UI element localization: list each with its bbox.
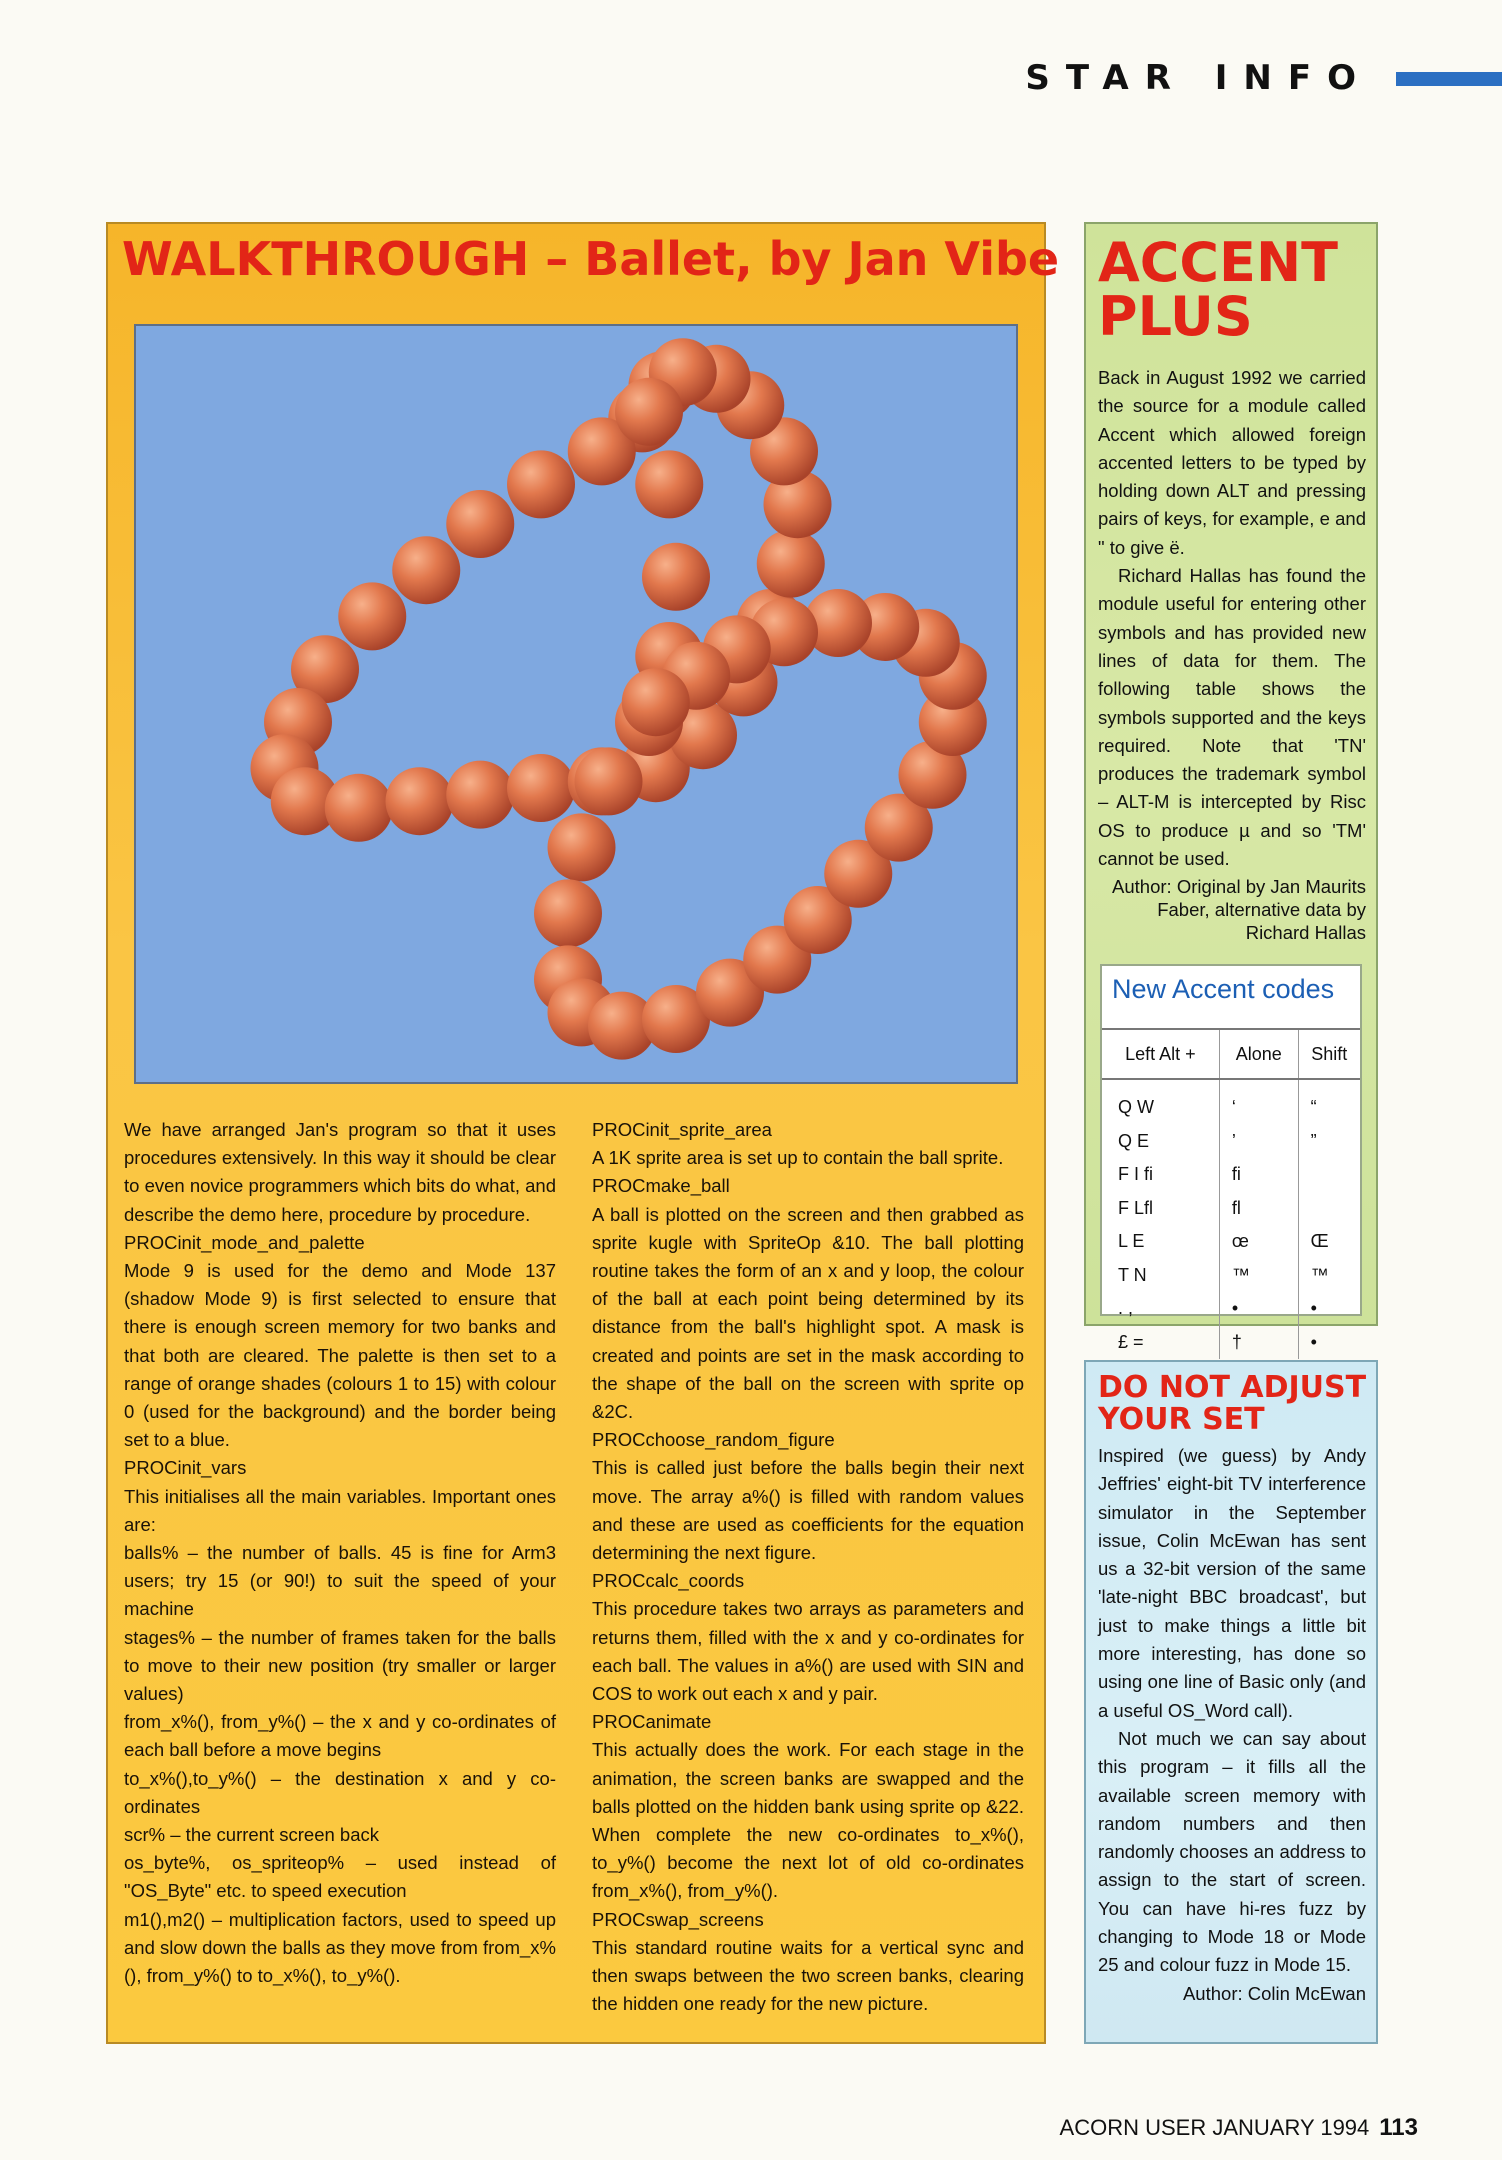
table-cell: . , <box>1118 1298 1134 1319</box>
table-cell: F I fi <box>1118 1164 1153 1185</box>
ball <box>575 747 643 815</box>
ball <box>338 582 406 650</box>
adjust-para-1: Inspired (we guess) by Andy Jeffries' eight-bit TV interference simulator in the September issue, Colin McEwan has sent us a 32-bit version of the same 'late-night BBC broadcast', but just to make things a little bit more interesting, has done so using one line of Basic only (and a useful OS_Word call). <box>1098 1445 1366 1721</box>
ball <box>548 813 616 881</box>
table-row <box>1102 1292 1360 1326</box>
procedure-heading: PROCinit_vars <box>124 1457 247 1479</box>
paragraph: This actually does the work. For each stage in the animation, the screen banks are swapped and the balls plotted on the hidden bank using sprite op &22. When complete the new co-ordinates to_x%(), to_y%() become the next lot of old co-ordinates from_x%(), from_y%(). <box>592 1739 1024 1902</box>
table-row <box>1102 1158 1360 1192</box>
adjust-body <box>1098 1442 1366 2008</box>
ball-ring-illustration <box>134 324 1018 1084</box>
table-cell: £ = <box>1118 1331 1144 1352</box>
table-cell: “ <box>1298 1079 1360 1125</box>
paragraph: This is called just before the balls begin their next move. The array a%() is filled with random values and these are used as coefficients for the equation determining the next figure. <box>592 1457 1024 1564</box>
procedure-heading: PROCinit_mode_and_palette <box>124 1231 365 1253</box>
table-cell: ” <box>1298 1125 1360 1159</box>
ball <box>386 767 454 835</box>
table-cell <box>1298 1192 1360 1226</box>
accent-title <box>1098 231 1338 348</box>
adjust-title-line1: DO NOT ADJUST <box>1098 1370 1367 1405</box>
procedure-heading: PROCinit_sprite_area <box>592 1119 772 1140</box>
table-row <box>1102 1192 1360 1226</box>
ball <box>622 668 690 736</box>
codes-grid <box>1102 1028 1360 1359</box>
paragraph: from_x%(), from_y%() – the x and y co-ordinates of each ball before a move begins <box>124 1711 556 1761</box>
paragraph: Mode 9 is used for the demo and Mode 137 (shadow Mode 9) is first selected to ensure that there is enough screen memory for two banks and that both are cleared. The palette is then set to a range of orange shades (colours 1 to 15) with colour 0 (used for the background) and the border being set to a blue. <box>124 1260 556 1451</box>
ball <box>635 450 703 518</box>
walkthrough-title: WALKTHROUGH – Ballet, by Jan Vibe <box>122 232 1060 286</box>
table-cell: F Lfl <box>1118 1197 1154 1218</box>
table-cell: T N <box>1118 1264 1147 1285</box>
table-cell: L E <box>1118 1231 1145 1252</box>
paragraph: A 1K sprite area is set up to contain the ball sprite. <box>592 1147 1004 1169</box>
col-header-alone: Alone <box>1219 1029 1298 1079</box>
paragraph: We have arranged Jan's program so that it uses procedures extensively. In this way it should be clear to even novice programmers which bits do what, and describe the demo here, procedure by procedure. <box>124 1119 556 1225</box>
accent-title-line2: PLUS <box>1098 285 1253 348</box>
paragraph: This procedure takes two arrays as parameters and returns them, filled with the x and y co-ordinates for each ball. The values in a%() are used with SIN and COS to work out each x and y pair. <box>592 1598 1024 1705</box>
ball <box>615 378 683 446</box>
table-cell: fi <box>1219 1158 1298 1192</box>
paragraph: to_x%(),to_y%() – the destination x and y co-ordinates <box>124 1767 556 1817</box>
adjust-title <box>1098 1372 1366 1436</box>
section-header <box>1022 58 1502 108</box>
table-row <box>1102 1125 1360 1159</box>
table-cell: ™ <box>1219 1259 1298 1293</box>
col-header-shift: Shift <box>1298 1029 1360 1079</box>
page-footer <box>1060 2114 1418 2142</box>
table-cell: Œ <box>1298 1225 1360 1259</box>
ball <box>325 774 393 842</box>
table-cell: fl <box>1219 1192 1298 1226</box>
procedure-heading: PROCchoose_random_figure <box>592 1429 835 1451</box>
page-number: 113 <box>1379 2114 1418 2141</box>
walkthrough-column-2 <box>592 1116 1024 2019</box>
paragraph: A ball is plotted on the screen and then grabbed as sprite kugle with SpriteOp &10. The ball plotting routine takes the form of an x and y loop, the colour of the ball at each point being determined by its distance from the ball's highlight spot. A mask is created and points are set in the mask according to the shape of the ball on the screen with sprite op &2C. <box>592 1203 1024 1423</box>
table-cell: Q E <box>1118 1130 1150 1151</box>
procedure-heading: PROCanimate <box>592 1711 712 1733</box>
section-label: STAR INFO <box>1025 58 1372 98</box>
table-cell: • <box>1298 1292 1360 1326</box>
table-row <box>1102 1225 1360 1259</box>
paragraph: This standard routine waits for a vertical sync and then swaps between the two screen banks, clearing the hidden one ready for the new picture. <box>592 1936 1024 2015</box>
table-cell <box>1298 1158 1360 1192</box>
accent-codes-title: New Accent codes <box>1112 974 1335 1004</box>
walkthrough-column-1 <box>124 1116 556 1990</box>
table-cell: œ <box>1219 1225 1298 1259</box>
ball <box>534 879 602 947</box>
paragraph: This initialises all the main variables. Important ones are: <box>124 1485 556 1535</box>
procedure-heading: PROCmake_ball <box>592 1175 730 1197</box>
ball <box>507 450 575 518</box>
accent-codes-table <box>1100 964 1362 1352</box>
ball <box>757 530 825 598</box>
paragraph: m1(),m2() – multiplication factors, used to speed up and slow down the balls as they move from from_x%(), from_y%() to to_x%(), to_y%(). <box>124 1908 556 1987</box>
adjust-author: Author: Colin McEwan <box>1182 1982 1366 2004</box>
ball <box>446 761 514 829</box>
ball-ring-svg <box>136 326 1016 1082</box>
ball <box>446 490 514 558</box>
procedure-heading: PROCswap_screens <box>592 1908 764 1930</box>
walkthrough-box <box>106 222 1060 2044</box>
table-row <box>1102 1079 1360 1125</box>
table-cell: Q W <box>1118 1097 1154 1118</box>
paragraph: os_byte%, os_spriteop% – used instead of "OS_Byte" etc. to speed execution <box>124 1852 556 1902</box>
col-header-left-alt: Left Alt + <box>1102 1029 1219 1079</box>
ball <box>392 536 460 604</box>
accent-para-1: Back in August 1992 we carried the source for a module called Accent which allowed foreign accented letters to be typed by holding down ALT and pressing pairs of keys, for example, e and " to give ë. <box>1098 367 1366 558</box>
adjust-title-line2: YOUR SET <box>1098 1402 1265 1437</box>
paragraph: balls% – the number of balls. 45 is fine for Arm3 users; try 15 (or 90!) to suit the speed of your machine <box>124 1542 556 1620</box>
accent-title-line1: ACCENT <box>1098 231 1338 294</box>
table-cell: ‘ <box>1219 1079 1298 1125</box>
accent-author: Author: Original by Jan Maurits Faber, alternative data by Richard Hallas <box>1112 876 1366 944</box>
table-cell: † <box>1219 1326 1298 1360</box>
paragraph: stages% – the number of frames taken for the balls to move to their new position (try smaller or larger values) <box>124 1626 556 1705</box>
paragraph: scr% – the current screen back <box>124 1824 379 1846</box>
table-row <box>1102 1259 1360 1293</box>
footer-publication: ACORN USER JANUARY 1994 <box>1059 2115 1370 2140</box>
table-row <box>1102 1326 1360 1360</box>
ball <box>642 543 710 611</box>
accent-plus-box <box>1084 222 1378 1352</box>
table-cell: • <box>1298 1326 1360 1360</box>
adjust-para-2: Not much we can say about this program – it fills all the available screen memory with random numbers and then randomly chooses an address to assign to the start of screen. You can have hi-res fuzz by changing to Mode 18 or Mode 25 and colour fuzz in Mode 15. <box>1098 1727 1366 1976</box>
procedure-heading: PROCcalc_coords <box>592 1570 745 1592</box>
do-not-adjust-box <box>1084 1360 1378 2044</box>
accent-para-2: Richard Hallas has found the module useful for entering other symbols and has provided new lines of data for them. The following table shows the symbols supported and the keys required. Note that 'TN' produces the trademark symbol – ALT-M is intercepted by Risc OS to produce µ and so 'TM' cannot be used. <box>1098 565 1366 870</box>
table-cell: • <box>1219 1292 1298 1326</box>
ball <box>507 754 575 822</box>
table-cell: ’ <box>1219 1125 1298 1159</box>
table-cell: ™ <box>1298 1259 1360 1293</box>
section-color-bar <box>1396 72 1502 86</box>
accent-body <box>1098 364 1366 944</box>
